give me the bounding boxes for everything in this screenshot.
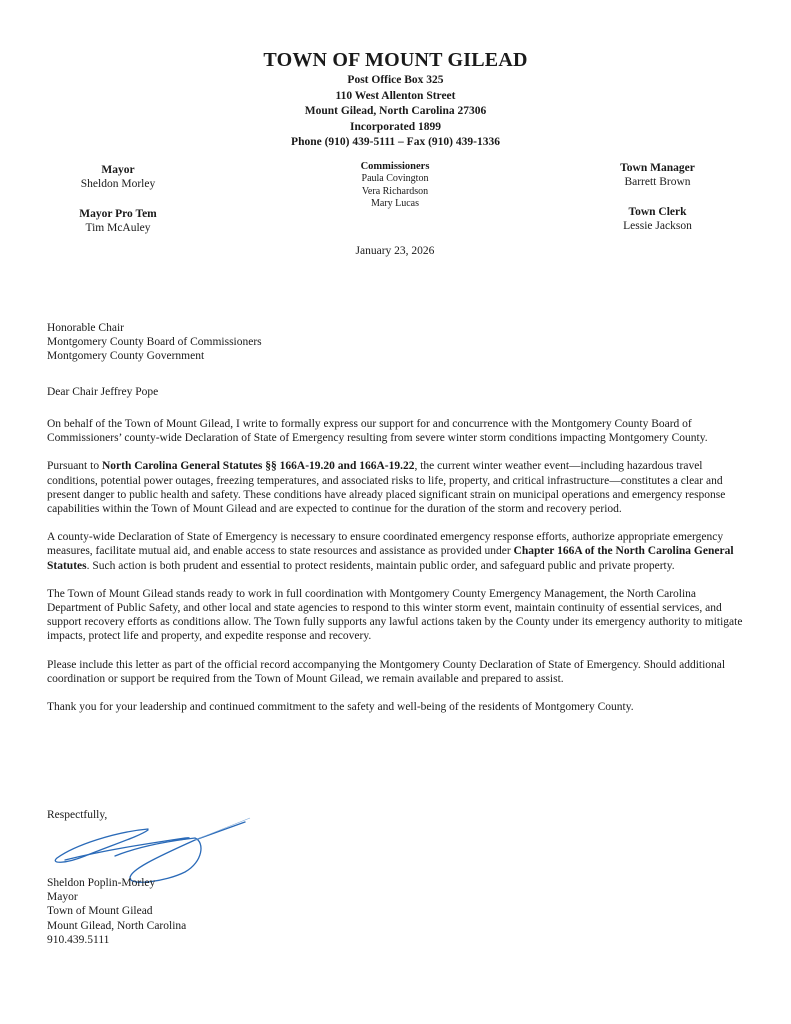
town-manager-title: Town Manager [620, 162, 695, 174]
signer-name: Sheldon Poplin-Morley [47, 877, 156, 889]
letterhead [0, 49, 791, 151]
chapter-reference: Chapter 166A of the North Carolina General Statutes [47, 545, 734, 572]
commissioners-title: Commissioners [360, 161, 430, 172]
town-name-title: TOWN OF MOUNT GILEAD [263, 49, 528, 71]
paragraph-declaration: A county-wide Declaration of State of Emergency is necessary to ensure coordinated emergency response efforts, authorize appropriate emergency measures, facilitate mutual aid, and enable access to state resources and assistance as provided under Chapter 166A of the North Carolina General Statutes. Such action is both prudent and essential to protect residents, maintain public order, and safeguard public and private property. [47, 531, 734, 572]
salutation: Dear Chair Jeffrey Pope [47, 386, 159, 398]
signer-location: Mount Gilead, North Carolina [47, 919, 187, 932]
mayor-name: Sheldon Morley [80, 178, 156, 190]
town-manager-name: Barrett Brown [624, 176, 691, 188]
letterhead-phone-fax: Phone (910) 439-5111 – Fax (910) 439-1336 [291, 136, 500, 148]
mayor-title: Mayor [101, 164, 135, 176]
paragraph-record: Please include this letter as part of the official record accompanying the Montgomery County Declaration of State of Emergency. Should additional coordination or support be required from the Town of Mount Gilead, we remain available and prepared to assist. [47, 658, 726, 685]
closing: Respectfully, [47, 809, 108, 821]
mayor-pro-tem-title: Mayor Pro Tem [79, 208, 157, 220]
commissioner-name: Paula Covington [361, 173, 429, 184]
commissioner-name: Vera Richardson [361, 185, 429, 197]
recipient-line: Montgomery County Government [47, 350, 205, 363]
signer-title: Mayor [47, 891, 78, 904]
paragraph-thanks: Thank you for your leadership and continued commitment to the safety and well-being of the residents of Montgomery County. [47, 701, 634, 714]
paragraph-support: On behalf of the Town of Mount Gilead, I write to formally express our support for and concurrence with the Montgomery County Board of Commissioners’ county-wide Declaration of State of Emergency resulting from severe winter storm conditions impacting Montgomery County. [47, 418, 708, 445]
letter-body [47, 417, 747, 714]
recipient-line: Honorable Chair [47, 322, 124, 334]
officials-left [48, 163, 188, 235]
officials-right [585, 161, 730, 233]
paragraph-coordination: The Town of Mount Gilead stands ready to work in full coordination with Montgomery County Emergency Management, the North Carolina Department of Public Safety, and other local and state agencies to respond to this winter storm event, maintain continuity of essential services, and support recovery efforts as conditions allow. The Town fully supports any lawful actions taken by the County under its emergency authority to mitigate impacts, protect life and property, and expedite response and recovery. [47, 587, 743, 643]
letterhead-po-box: Post Office Box 325 [347, 74, 444, 86]
commissioner-name: Mary Lucas [370, 198, 420, 209]
signer-phone: 910.439.5111 [47, 933, 110, 946]
statute-reference: North Carolina General Statutes §§ 166A-19.20 and 166A-19.22 [101, 460, 415, 473]
officials-center [325, 160, 465, 211]
letterhead-city: Mount Gilead, North Carolina 27306 [304, 105, 487, 117]
letterhead-street: 110 West Allenton Street [335, 89, 456, 102]
letterhead-incorporated: Incorporated 1899 [349, 120, 442, 133]
town-clerk-name: Lessie Jackson [623, 220, 692, 232]
signature-block [47, 876, 186, 947]
mayor-pro-tem-name: Tim McAuley [85, 222, 151, 234]
paragraph-statutes: Pursuant to North Carolina General Statutes §§ 166A-19.20 and 166A-19.22, the current winter weather event—including hazardous travel conditions, potential power outages, freezing temperatures, and associated risks to life, property, and critical infrastructure—constitutes a clear and present danger to public health and safety. These conditions have already placed significant strain on municipal operations and emergency response capabilities within the Town of Mount Gilead and are expected to continue for the duration of the storm and recovery period. [47, 460, 726, 516]
signer-organization: Town of Mount Gilead [47, 905, 153, 918]
letter-date: January 23, 2026 [355, 245, 435, 257]
recipient-address [47, 321, 262, 364]
recipient-line: Montgomery County Board of Commissioners [47, 336, 262, 349]
town-clerk-title: Town Clerk [628, 206, 687, 218]
